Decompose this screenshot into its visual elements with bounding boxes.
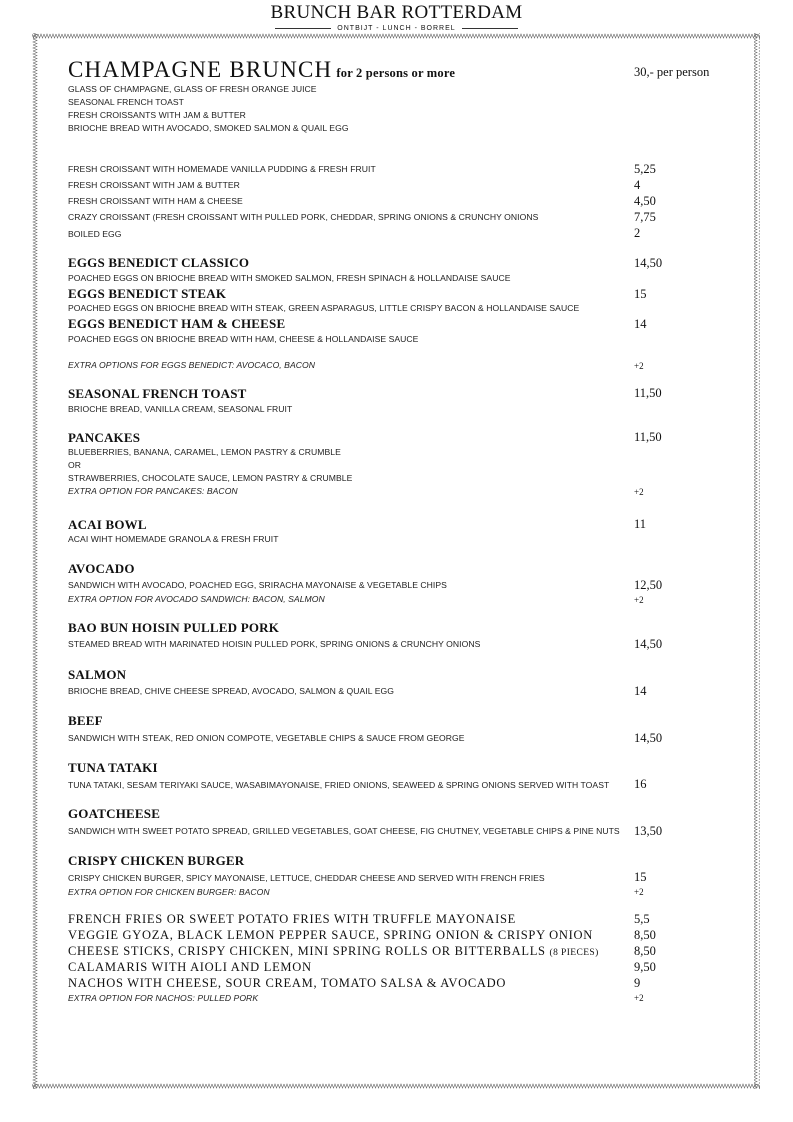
croissant-item-price: 2 [634,226,641,240]
benedict-classico-name: EGGS BENEDICT CLASSICO [68,255,250,270]
avocado-extra-label: EXTRA OPTION FOR AVOCADO SANDWICH: BACON, SALMON [68,594,325,604]
pancakes-price: 11,50 [634,430,662,444]
benedict-classico-price: 14,50 [634,256,663,270]
bao-price: 14,50 [634,637,663,651]
champagne-line-4: BRIOCHE BREAD WITH AVOCADO, SMOKED SALMON & QUAIL EGG [68,123,349,133]
tagline-rule-left [275,28,331,29]
benedict-steak-desc: POACHED EGGS ON BRIOCHE BREAD WITH STEAK, GREEN ASPARAGUS, LITTLE CRISPY BACON & HOLLANDAISE SAUCE [68,303,580,313]
croissant-item-price: 4 [634,178,641,192]
acai-name: ACAI BOWL [68,517,147,532]
pancakes-extra-label: EXTRA OPTION FOR PANCAKES: BACON [68,486,238,496]
champagne-brunch-price: 30,- per person [634,65,710,79]
benedict-ham-cheese-name: EGGS BENEDICT HAM & CHEESE [68,316,286,331]
side-nachos-price: 9 [634,976,641,990]
avocado-desc: SANDWICH WITH AVOCADO, POACHED EGG, SRIRACHA MAYONAISE & VEGETABLE CHIPS [68,580,447,590]
chicken-burger-extra-price: +2 [634,887,644,897]
chicken-burger-extra-label: EXTRA OPTION FOR CHICKEN BURGER: BACON [68,887,270,897]
side-nachos-label: NACHOS WITH CHEESE, SOUR CREAM, TOMATO SALSA & AVOCADO [68,976,507,990]
avocado-name: AVOCADO [68,561,135,576]
croissant-item-price: 4,50 [634,194,656,208]
brand-tagline: ONTBIJT - LUNCH - BORREL [337,25,456,32]
tagline-rule-right [462,28,518,29]
croissant-item-label: CRAZY CROISSANT (FRESH CROISSANT WITH PULLED PORK, CHEDDAR, SPRING ONIONS & CRUNCHY ONIONS [68,212,539,222]
croissant-item-label: FRESH CROISSANT WITH HOMEMADE VANILLA PUDDING & FRESH FRUIT [68,164,376,174]
pancakes-extra-price: +2 [634,487,644,497]
brand-title: BRUNCH BAR ROTTERDAM [270,2,523,23]
benedict-classico-desc: POACHED EGGS ON BRIOCHE BREAD WITH SMOKED SALMON, FRESH SPINACH & HOLLANDAISE SAUCE [68,273,511,283]
salmon-name: SALMON [68,667,127,682]
croissant-item-label: BOILED EGG [68,229,122,239]
pancakes-desc-2: STRAWBERRIES, CHOCOLATE SAUCE, LEMON PASTRY & CRUMBLE [68,473,353,483]
benedict-extra-label: EXTRA OPTIONS FOR EGGS BENEDICT: AVOCACO, BACON [68,360,315,370]
goatcheese-name: GOATCHEESE [68,806,161,821]
croissant-item-price: 7,75 [634,210,656,224]
croissant-item-label: FRESH CROISSANT WITH JAM & BUTTER [68,180,240,190]
champagne-line-2: SEASONAL FRENCH TOAST [68,97,184,107]
champagne-line-3: FRESH CROISSANTS WITH JAM & BUTTER [68,110,246,120]
goatcheese-price: 13,50 [634,824,663,838]
benedict-ham-cheese-desc: POACHED EGGS ON BRIOCHE BREAD WITH HAM, CHEESE & HOLLANDAISE SAUCE [68,334,419,344]
beef-name: BEEF [68,713,103,728]
beef-desc: SANDWICH WITH STEAK, RED ONION COMPOTE, VEGETABLE CHIPS & SAUCE FROM GEORGE [68,733,465,743]
side-gyoza-label: VEGGIE GYOZA, BLACK LEMON PEPPER SAUCE, SPRING ONION & CRISPY ONION [68,928,593,942]
pancakes-or: OR [68,460,81,470]
side-bites-pieces: (8 PIECES) [549,948,599,958]
side-nachos-extra-label: EXTRA OPTION FOR NACHOS: PULLED PORK [68,993,259,1003]
side-gyoza-price: 8,50 [634,928,656,942]
tuna-name: TUNA TATAKI [68,760,158,775]
brand-tagline-row [0,24,793,33]
goatcheese-desc: SANDWICH WITH SWEET POTATO SPREAD, GRILLED VEGETABLES, GOAT CHEESE, FIG CHUTNEY, VEGETABLE CHIPS & PINE NUTS [68,826,620,836]
chicken-burger-name: CRISPY CHICKEN BURGER [68,853,245,868]
pancakes-desc-1: BLUEBERRIES, BANANA, CARAMEL, LEMON PASTRY & CRUMBLE [68,447,341,457]
salmon-desc: BRIOCHE BREAD, CHIVE CHEESE SPREAD, AVOCADO, SALMON & QUAIL EGG [68,686,394,696]
acai-price: 11 [634,517,647,531]
champagne-brunch-title: CHAMPAGNE BRUNCH [68,57,333,82]
champagne-line-1: GLASS OF CHAMPAGNE, GLASS OF FRESH ORANGE JUICE [68,84,317,94]
avocado-extra-price: +2 [634,595,644,605]
avocado-price: 12,50 [634,578,663,592]
side-calamaris-price: 9,50 [634,960,656,974]
croissant-item-price: 5,25 [634,162,656,176]
side-fries-price: 5,5 [634,912,650,926]
chicken-burger-price: 15 [634,870,647,884]
bao-name: BAO BUN HOISIN PULLED PORK [68,620,280,635]
beef-price: 14,50 [634,731,663,745]
side-calamaris-label: CALAMARIS WITH AIOLI AND LEMON [68,960,312,974]
french-toast-name: SEASONAL FRENCH TOAST [68,386,247,401]
french-toast-price: 11,50 [634,386,662,400]
chicken-burger-desc: CRISPY CHICKEN BURGER, SPICY MAYONAISE, LETTUCE, CHEDDAR CHEESE AND SERVED WITH FRENCH FRIES [68,873,545,883]
benedict-extra-price: +2 [634,361,644,371]
side-bites-price: 8,50 [634,944,656,958]
side-bites-row [68,944,599,960]
champagne-brunch-suffix: for 2 persons or more [336,66,456,80]
benedict-ham-cheese-price: 14 [634,317,647,331]
tuna-price: 16 [634,777,647,791]
benedict-steak-name: EGGS BENEDICT STEAK [68,286,227,301]
salmon-price: 14 [634,684,647,698]
croissant-item-label: FRESH CROISSANT WITH HAM & CHEESE [68,196,243,206]
pancakes-name: PANCAKES [68,430,141,445]
benedict-steak-price: 15 [634,287,647,301]
french-toast-desc: BRIOCHE BREAD, VANILLA CREAM, SEASONAL FRUIT [68,404,293,414]
side-fries-label: FRENCH FRIES OR SWEET POTATO FRIES WITH TRUFFLE MAYONAISE [68,912,516,926]
champagne-brunch-heading [68,57,455,83]
side-nachos-extra-price: +2 [634,993,644,1003]
tuna-desc: TUNA TATAKI, SESAM TERIYAKI SAUCE, WASABIMAYONAISE, FRIED ONIONS, SEAWEED & SPRING ONIONS SERVED WITH TOAST [68,780,610,790]
bao-desc: STEAMED BREAD WITH MARINATED HOISIN PULLED PORK, SPRING ONIONS & CRUNCHY ONIONS [68,639,481,649]
brand-header [0,2,793,33]
side-bites-label: CHEESE STICKS, CRISPY CHICKEN, MINI SPRING ROLLS OR BITTERBALLS [68,944,546,958]
acai-desc: ACAI WIHT HOMEMADE GRANOLA & FRESH FRUIT [68,534,279,544]
